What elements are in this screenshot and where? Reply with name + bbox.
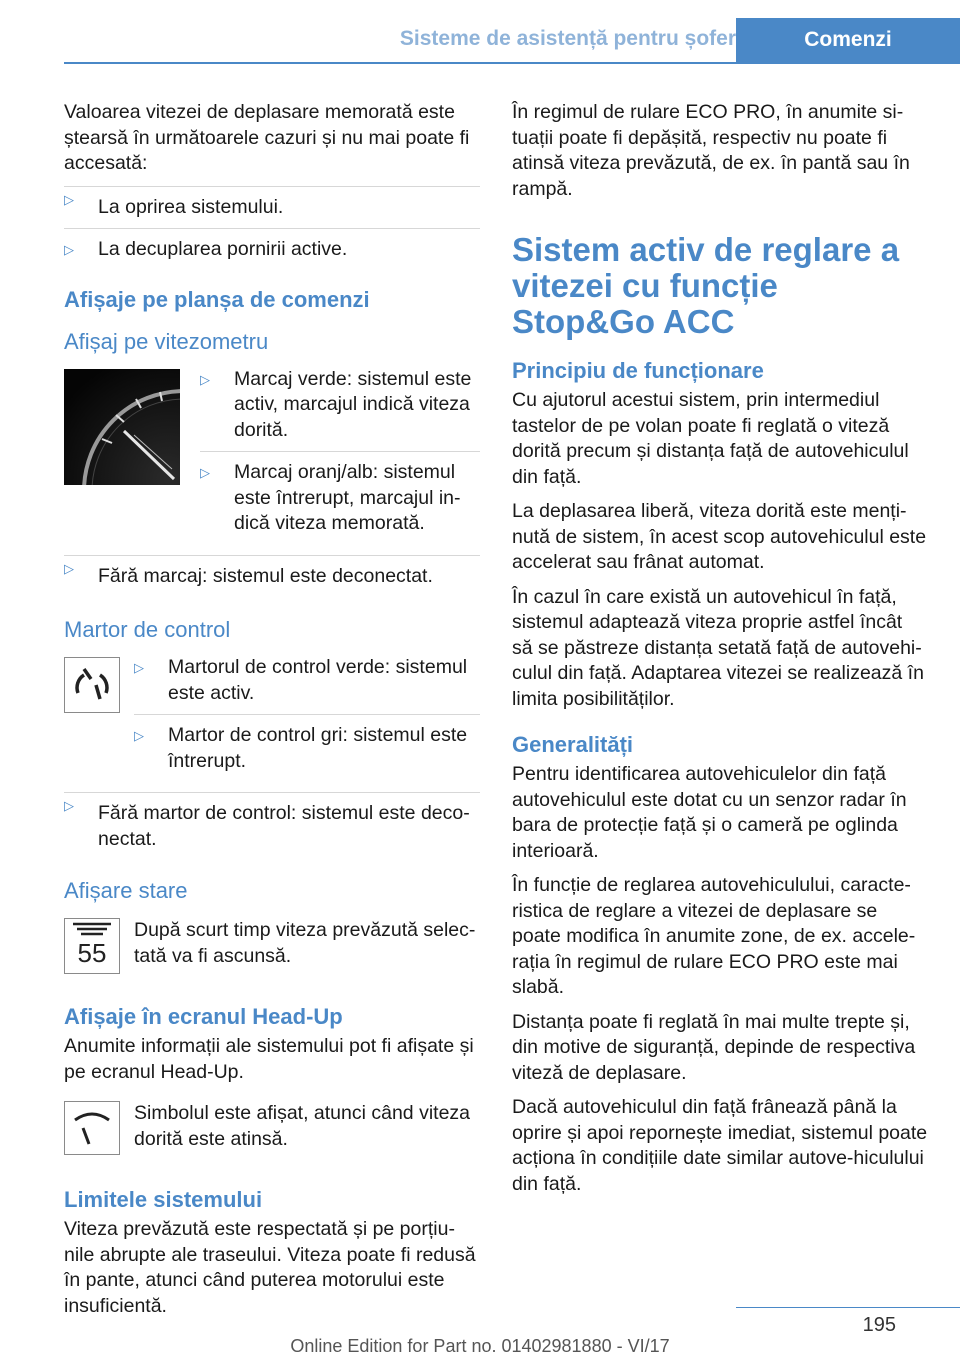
heading-principle: Principiu de funcționare	[512, 358, 764, 383]
hud-symbol-icon	[64, 1101, 120, 1155]
indicator-extra-list	[64, 792, 480, 852]
bullet-item: ▷ La decuplarea pornirii active.	[64, 237, 480, 263]
bullet-item: ▷ La oprirea sistemului.	[64, 186, 480, 230]
intro-paragraph: Valoarea vitezei de deplasare memorată este ștearsă în următoarele cazuri și nu mai poate fi accesată:	[64, 101, 470, 174]
footer-rule	[736, 1307, 960, 1308]
status-text: După scurt timp viteza prevăzută selec-tată va fi ascunsă.	[134, 919, 476, 967]
hud-text: Simbolul este afișat, atunci când viteza dorită este atinsă.	[134, 1102, 471, 1150]
heading-hud: Afișaje în ecranul Head-Up	[64, 1004, 343, 1029]
heading-general: Generalități	[512, 732, 634, 757]
heading-indicator: Martor de control	[64, 617, 231, 642]
right-column	[512, 100, 928, 1206]
status-row	[64, 918, 480, 978]
speedometer-row	[64, 369, 480, 549]
general-paragraph: Dacă autovehiculul din față frânează până la oprire și apoi repornește imediat, sistemul poate acționa în condițiile date similar autove-hiculului din față.	[512, 1096, 928, 1195]
speedometer-extra-list	[64, 555, 480, 590]
left-column	[64, 100, 480, 1328]
heading-speedometer: Afișaj pe vitezometru	[64, 328, 269, 354]
general-paragraph: Distanța poate fi reglată în mai multe trepte și, din motive de siguranță, depinde de respectiva viteză de deplasare.	[512, 1010, 916, 1084]
general-paragraph: În funcție de reglarea autovehiculului, caracte-ristica de reglare a vitezei de deplasare se poate modifica în anumite zone, de ex. accele-rația în regimul de rulare ECO PRO este mai slabă.	[512, 874, 916, 998]
heading-status: Afișare stare	[64, 878, 188, 903]
bullet-item: ▷ Martor de control gri: sistemul este întrerupt.	[134, 723, 480, 774]
header-rule	[64, 62, 960, 64]
principle-paragraph: La deplasarea liberă, viteza dorită este menți-nută de sistem, în acest scop autovehiculul este accelerat sau frânat automat.	[512, 500, 927, 573]
speedometer-bullet-list	[200, 367, 480, 537]
speedometer-image	[64, 369, 180, 485]
indicator-bullet-list	[134, 655, 480, 774]
bullet-item: ▷ Fără martor de control: sistemul este deco-nectat.	[64, 792, 480, 852]
bullet-item: ▷ Marcaj verde: sistemul este activ, marcajul indică viteza dorită.	[200, 367, 480, 453]
bullet-item: ▷ Marcaj oranj/alb: sistemul este întrerupt, marcajul in-dică viteza memorată.	[200, 460, 480, 537]
acc-indicator-icon	[64, 657, 120, 713]
principle-paragraph: Cu ajutorul acestui sistem, prin intermediul tastelor de pe volan poate fi reglată o viteză dorită precum și distanța față de autovehiculul din față.	[512, 389, 909, 488]
bullet-item: ▷ Fără marcaj: sistemul este deconectat.	[64, 555, 480, 590]
intro-bullet-list	[64, 186, 480, 263]
limits-text: Viteza prevăzută este respectată și pe porțiu-nile abrupte ale traseului. Viteza poate fi redusă în pante, atunci când puterea motorului este insuficientă.	[64, 1218, 476, 1317]
eco-pro-paragraph: În regimul de rulare ECO PRO, în anumite si-tuații poate fi depășită, respectiv nu poate fi atinsă viteza prevăzută, de ex. în pantă sau în rampă.	[512, 101, 910, 200]
heading-displays: Afișaje pe planșa de comenzi	[64, 286, 370, 312]
page-header	[0, 0, 960, 64]
status-icon-number: 55	[77, 938, 107, 968]
hud-row	[64, 1101, 480, 1161]
general-paragraph: Pentru identificarea autovehiculelor din față autovehiculul este dotat cu un senzor radar în bara de protecție față și o cameră pe oglinda interioară.	[512, 763, 907, 862]
header-chapter-tab	[736, 18, 960, 62]
header-chapter-label: Comenzi	[804, 28, 892, 51]
footer-edition: Online Edition for Part no. 01402981880 - VI/17	[290, 1336, 670, 1356]
bullet-item: ▷ Martorul de control verde: sistemul este activ.	[134, 655, 480, 715]
page-number: 195	[862, 1314, 896, 1336]
principle-paragraph: În cazul în care există un autovehicul în față, sistemul adaptează viteza proprie astfel încât să se păstreze distanța setată față de autovehi-culul din față. Adaptarea vitezei se realizează în limita posibilităților.	[512, 585, 924, 710]
indicator-row	[64, 657, 480, 786]
speed-limit-status-icon	[64, 918, 120, 974]
hud-intro: Anumite informații ale sistemului pot fi afișate și pe ecranul Head-Up.	[64, 1035, 474, 1083]
heading-limits: Limitele sistemului	[64, 1187, 263, 1212]
header-section-title: Sisteme de asistență pentru șofer	[399, 27, 736, 50]
heading-acc: Sistem activ de reglare a vitezei cu funcție Stop&Go ACC	[512, 231, 900, 340]
